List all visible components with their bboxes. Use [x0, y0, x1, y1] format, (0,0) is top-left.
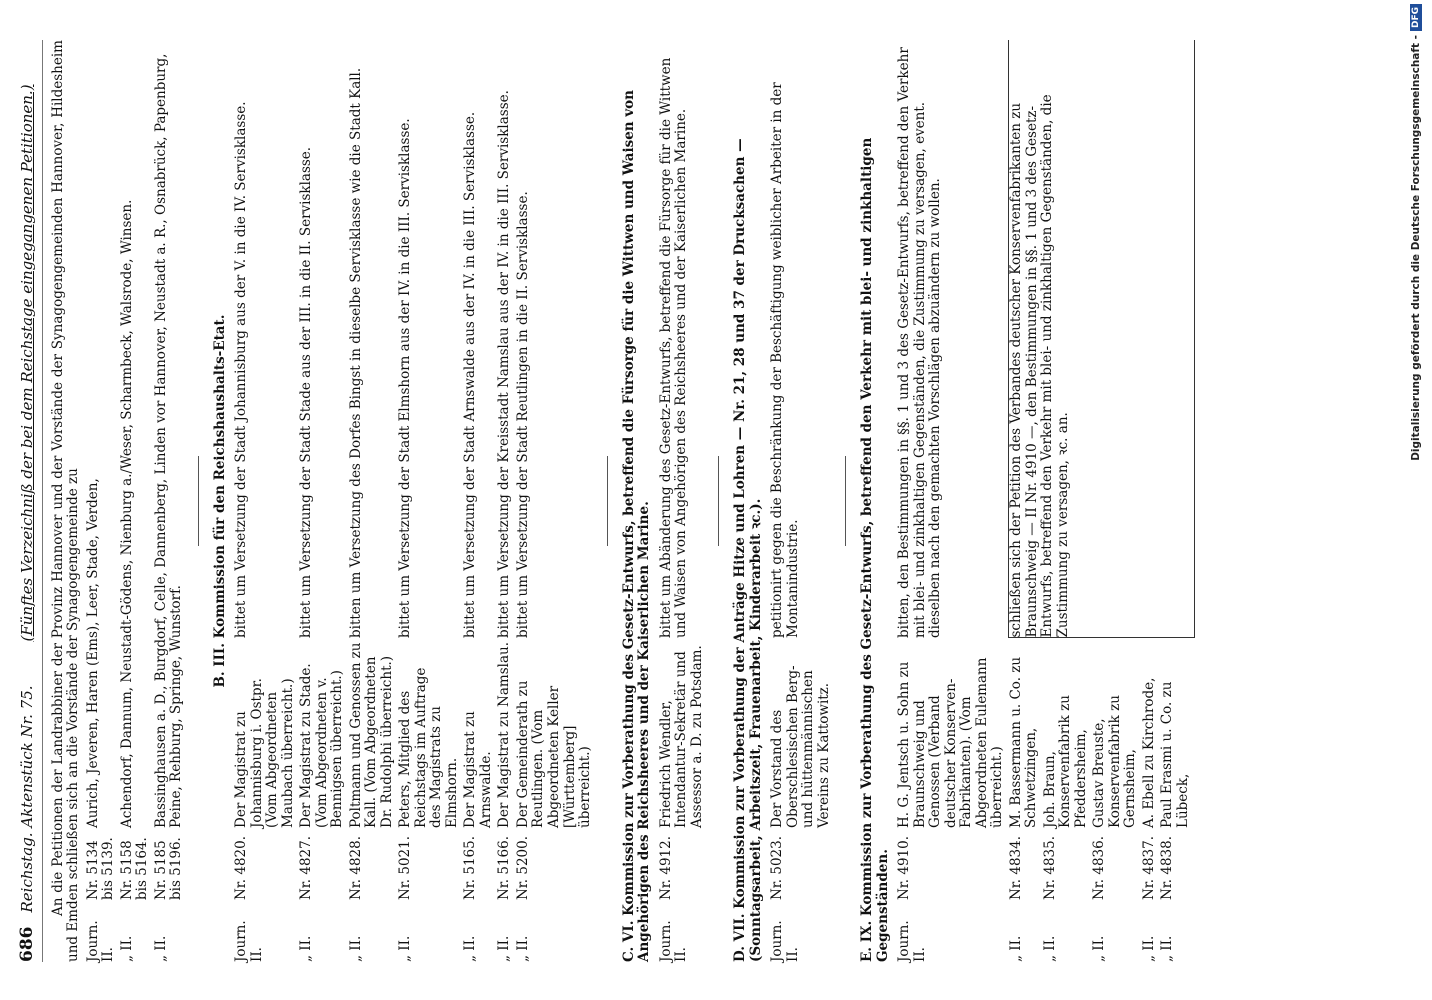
- divider: [718, 456, 719, 546]
- journal-number: Nr. 4835.: [1041, 835, 1058, 900]
- list-item: [154, 40, 188, 962]
- petition-text: bittet um Versetzung der Stadt Johannisburg aus der V. in die IV. Servisklasse.: [233, 101, 250, 638]
- journal-number: Nr. 4828.: [347, 835, 364, 900]
- petition-text: bittet um Versetzung der Stadt Arnswalde aus der IV. in die III. Servisklasse.: [462, 111, 479, 638]
- petitioner: Paul Erasmi u. Co. zu Lübeck,: [1159, 681, 1191, 828]
- list-item: [120, 40, 154, 962]
- journal-prefix: „ II.: [347, 935, 364, 962]
- list-item: [1009, 40, 1043, 962]
- divider: [198, 456, 199, 546]
- journal-number: Nr. 5134 bis 5139.: [84, 837, 117, 900]
- section-b-entries: [234, 40, 596, 962]
- journal-number: Nr. 4912.: [657, 835, 674, 900]
- petitioner: Der Gemeinderath zu Reutlingen. (Vom Abgeordneten Keller [Württemberg] überreicht.): [514, 680, 594, 828]
- entry-text: Bassinghausen a. D., Burgdorf, Celle, Dannenberg, Linden vor Hannover, Neustadt a. R., Osnabrück, Papenburg, Peine, Rehburg, Springe, Wunstorf.: [152, 53, 185, 828]
- document-subtitle: (Fünftes Verzeichniß der bei dem Reichstage eingegangenen Petitionen.): [18, 84, 36, 642]
- journal-prefix: Journ. II.: [896, 920, 928, 962]
- journal-prefix: Journ. II.: [657, 920, 690, 962]
- petitioner: Der Magistrat zu Johannisburg i. Ostpr. (Vom Abgeordneten Maubach überreicht.): [233, 678, 296, 828]
- divider: [607, 456, 608, 546]
- list-item: [349, 40, 399, 962]
- page-number: 686: [17, 926, 37, 962]
- journal-prefix: „ II.: [496, 935, 513, 962]
- journal-number: Nr. 4820.: [233, 835, 250, 900]
- section-heading-b: B. III. Kommission für den Reichshaushalts-Etat.: [211, 314, 228, 688]
- journal-prefix: „ II.: [397, 935, 414, 962]
- journal-number: Nr. 5021.: [397, 835, 414, 900]
- section-heading-e: E. IX. Kommission zur Vorberathung des Gesetz-Entwurfs, betreffend den Verkehr mit blei- und zinkhaltigen Gegenständen.: [859, 137, 891, 962]
- list-item: [86, 40, 120, 962]
- journal-number: Nr. 5166.: [496, 835, 513, 900]
- section-heading-d: D. VII. Kommission zur Vorberathung der Anträge Hitze und Lohren — Nr. 21, 28 und 37 der Drucksachen — (Sonntagsarbeit, Arbeitszeit, Frauenarbeit, Kinderarbeit ꝛc.).: [732, 138, 764, 962]
- journal-prefix: Journ. II.: [84, 920, 117, 962]
- journal-prefix: „ II.: [514, 935, 531, 962]
- petition-text: bittet um Versetzung der Stadt Elmshorn aus der IV. in die III. Servisklasse.: [397, 118, 414, 638]
- journal-prefix: „ II.: [1159, 935, 1176, 962]
- list-item: [770, 40, 835, 962]
- section-e-entries: [897, 40, 1195, 962]
- petition-text: bittet um Versetzung der Stadt Stade aus der III. in die II. Servisklasse.: [298, 146, 315, 638]
- journal-prefix: „ II.: [1140, 935, 1157, 962]
- petition-text: bitten, den Bestimmungen in §§. 1 und 3 des Gesetz-Entwurfs, betreffend den Verkehr mit blei- und zinkhaltigen Gegenständen, die Zustimmung zu versagen, event. dieselben nach den gemachten Vorschlägen abzuändern zu wollen.: [896, 47, 944, 638]
- petitioner: H. G. Jentsch u. Sohn zu Braunschweig und Genossen (Verband deutscher Konserven-Fabrikanten). (Vom Abgeordneten Eulemann überreicht.): [896, 657, 1006, 828]
- section-heading-c: C. VI. Kommission zur Vorberathung des Gesetz-Entwurfs, betreffend die Fürsorge für die Wittwen und Waisen von Angehörigen des Reichsheeres und der Kaiserlichen Marine.: [620, 90, 653, 962]
- list-item: [659, 40, 709, 962]
- journal-number: Nr. 4836.: [1091, 835, 1108, 900]
- journal-prefix: „ II.: [1041, 935, 1058, 962]
- petition-text: bittet um Abänderung des Gesetz-Entwurfs, betreffend die Fürsorge für die Wittwen und Waisen von Angehörigen des Reichsheeres und der Kaiserlichen Marine.: [657, 57, 690, 638]
- journal-number: Nr. 4834.: [1007, 835, 1024, 900]
- journal-prefix: „ II.: [1091, 935, 1108, 962]
- credit-text: Digitalisierung gefördert durch die Deutsche Forschungsgemeinschaft -: [1410, 35, 1422, 461]
- journal-number: Nr. 4910.: [896, 835, 913, 900]
- petitioner: Der Vorstand des Oberschlesischen Berg- und hüttenmännischen Vereins zu Kattowitz.: [769, 665, 832, 828]
- petitioner: Poltmann und Genossen zu Kall. (Vom Abgeordneten Dr. Rudolphi überreicht.): [347, 642, 395, 828]
- journal-prefix: „ II.: [298, 935, 315, 962]
- petitioner: M. Bassermann u. Co. zu Schwetzingen,: [1007, 656, 1040, 828]
- digitization-credit: [1404, 0, 1428, 1000]
- petition-text: bittet um Versetzung der Stadt Reutlingen in die II. Servisklasse.: [514, 191, 531, 638]
- list-item: [497, 40, 516, 962]
- petitioner: Friedrich Wendler, Intendantur-Sekretär und Assessor a. D. zu Potsdam.: [657, 645, 705, 828]
- journal-number: Nr. 5158 bis 5164.: [118, 837, 151, 900]
- document-title: Reichstag. Aktenstück Nr. 75.: [18, 685, 36, 913]
- list-item: [897, 40, 1009, 962]
- list-item: [463, 40, 497, 962]
- petitioner: Der Magistrat zu Stade. (Vom Abgeordneten v. Bennigsen überreicht.): [298, 663, 346, 828]
- petition-text: bittet um Versetzung der Kreisstadt Namslau aus der IV. in die III. Servisklasse.: [496, 90, 513, 638]
- section-d-entries: [770, 40, 835, 962]
- intro-paragraph: An die Petitionen der Landrabbiner der Provinz Hannover und der Vorstände der Synagogengemeinden Hannover, Hildesheim und Emden schließen sich an die Vorstände der Synagogengemeinde zu: [49, 40, 82, 962]
- petitioner: Der Magistrat zu Arnswalde.: [462, 711, 494, 828]
- journal-prefix: „ II.: [462, 935, 479, 962]
- entry-text: Achendorf, Dannum, Neustadt-Gödens, Nienburg a./Weser, Scharmbeck, Walsrode, Winsen.: [118, 199, 135, 828]
- journal-prefix: Journ. II.: [769, 920, 801, 962]
- petitioner: A. Ebell zu Kirchrode,: [1140, 677, 1157, 828]
- journal-number: Nr. 4827.: [298, 835, 315, 900]
- journal-number: Nr. 5023.: [769, 835, 786, 900]
- journal-prefix: „ II.: [1007, 935, 1024, 962]
- petitioner: Der Magistrat zu Namslau.: [496, 641, 513, 828]
- petitioner: Gustav Breuste, Konservenfabrik zu Gernsheim,: [1091, 695, 1139, 828]
- intro-entries: [86, 40, 188, 962]
- list-item: [398, 40, 463, 962]
- journal-number: Nr. 5185 bis 5196.: [152, 837, 185, 900]
- journal-number: Nr. 4837.: [1140, 835, 1157, 900]
- list-item: [234, 40, 299, 962]
- petitioner: Peters, Mitglied des Reichstags im Auftrage des Magistrats zu Elmshorn.: [397, 667, 460, 828]
- journal-number: Nr. 4838.: [1159, 835, 1176, 900]
- dfg-logo: DFG: [1410, 4, 1422, 31]
- journal-prefix: „ II.: [152, 935, 169, 962]
- list-item: [516, 40, 597, 962]
- journal-prefix: Journ. II.: [233, 920, 265, 962]
- journal-number: Nr. 5200.: [514, 835, 531, 900]
- section-c-entries: [659, 40, 709, 962]
- petitioner: Joh. Braun, Konservenfabrik zu Pfeddersheim,: [1041, 695, 1089, 828]
- journal-number: Nr. 5165.: [462, 835, 479, 900]
- divider: [845, 456, 846, 546]
- petition-text-braced: schließen sich der Petition des Verbandes deutscher Konservenfabrikanten zu Braunschweig — II Nr. 4910 —, den Bestimmungen in §§. 1 und 3 des Gesetz-Entwurfs, betreffend den Verkehr mit blei- und zinkhaltigen Gegenständen, die Zustimmung zu versagen, ꝛc. an.: [1009, 40, 1195, 638]
- running-head: [18, 40, 43, 962]
- list-item: [299, 40, 349, 962]
- petition-text: petitionirt gegen die Beschränkung der Beschäftigung weiblicher Arbeiter in der Montanindustrie.: [769, 82, 801, 638]
- journal-prefix: „ II.: [118, 935, 135, 962]
- entry-text: Aurich, Jeveren, Haren (Ems), Leer, Stade, Verden,: [84, 478, 101, 828]
- petition-text: bitten um Versetzung des Dorfes Bingst in dieselbe Servisklasse wie die Stadt Kall.: [347, 67, 364, 638]
